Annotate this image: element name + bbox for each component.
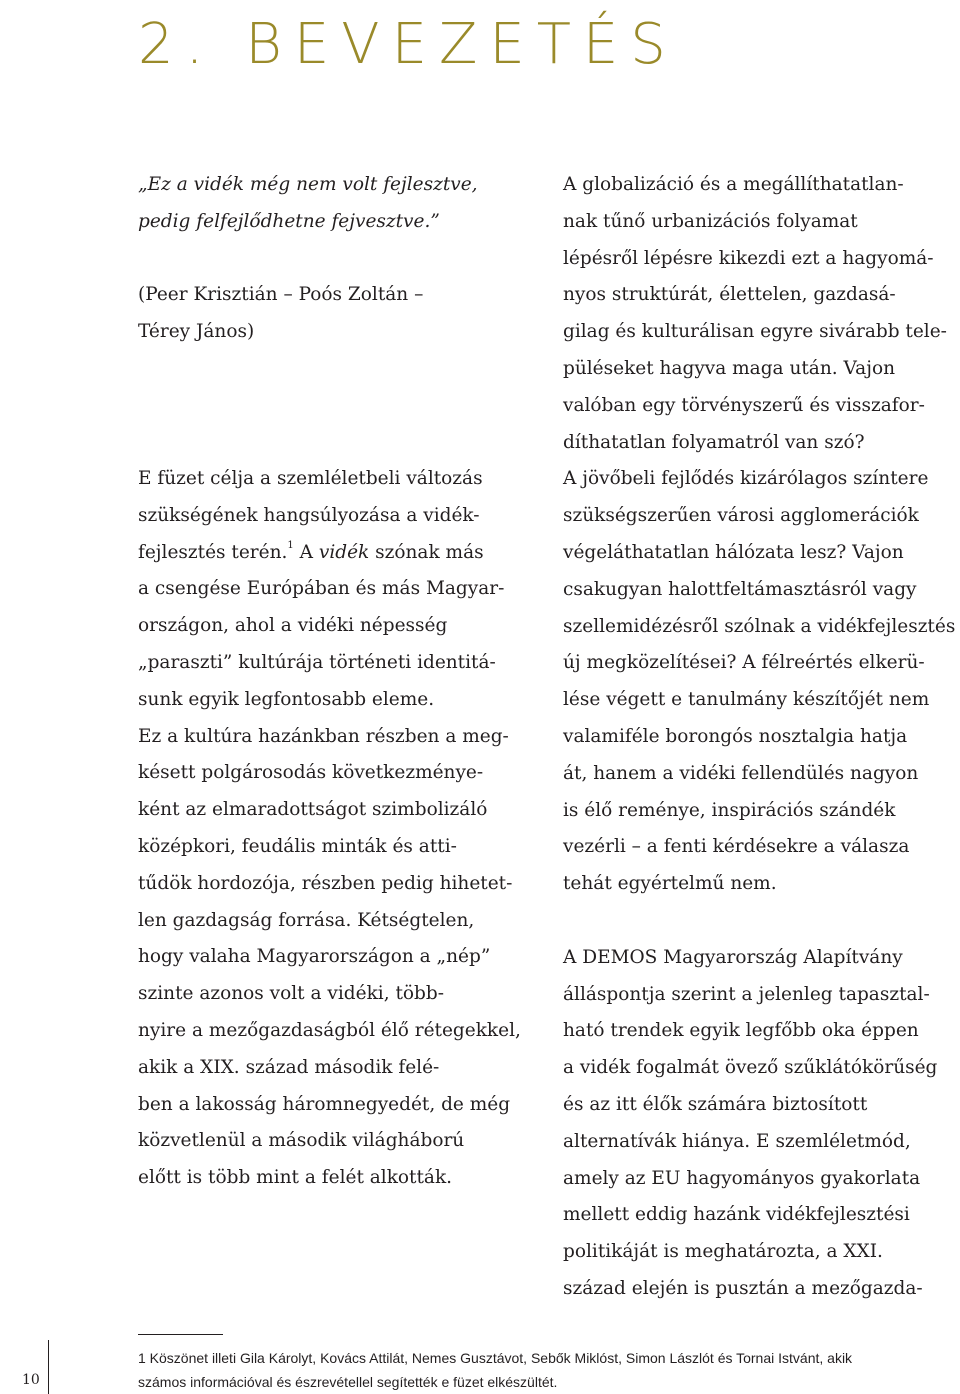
footnote-divider <box>138 1334 223 1335</box>
text-line: késett polgárosodás következménye- <box>138 762 484 784</box>
page-number-rule <box>48 1340 49 1394</box>
text-line: ként az elmaradottságot szimbolizáló <box>138 799 488 821</box>
text-line: A globalizáció és a megállíthatatlan- <box>563 174 904 195</box>
text-fragment: szónak más <box>369 541 484 563</box>
text-line: len gazdagság forrása. Kétségtelen, <box>138 909 475 931</box>
text-line: gilag és kulturálisan egyre sivárabb tele- <box>563 321 947 343</box>
text-line <box>138 535 533 572</box>
text-line: alternatívák hiánya. E szemléletmód, <box>563 1130 911 1152</box>
text-line: előtt is több mint a felét alkották. <box>138 1167 453 1189</box>
text-line: valóban egy törvényszerű és visszafor- <box>563 394 925 416</box>
text-line: díthatatlan folyamatról van szó? <box>563 431 865 453</box>
paragraph-lines <box>138 571 533 1197</box>
text-line: szinte azonos volt a vidéki, több- <box>138 983 444 1005</box>
text-line: sunk egyik legfontosabb eleme. <box>138 688 435 710</box>
text-line: ben a lakosság háromnegyedét, de még <box>138 1093 511 1115</box>
text-line: vezérli – a fenti kérdésekre a válasza <box>563 836 910 858</box>
text-line: szellemidézésről szólnak a vidékfejlesztés <box>563 615 956 637</box>
text-line: nak tűnő urbanizációs folyamat <box>563 210 858 232</box>
text-line: A jövőbeli fejlődés kizárólagos színtere <box>563 468 929 490</box>
text-line: E füzet célja a szemléletbeli változás <box>138 467 483 489</box>
text-line: tehát egyértelmű nem. <box>563 873 777 895</box>
text-line: mellett eddig hazánk vidékfejlesztési <box>563 1204 910 1226</box>
footnote-reference[interactable]: 1 <box>287 540 294 552</box>
motto-line: pedig felfejlődhetne fejvesztve.” <box>138 210 440 232</box>
text-line: és az itt élők számára biztosított <box>563 1093 868 1115</box>
text-line: lépésről lépésre kikezdi ezt a hagyomá- <box>563 247 934 269</box>
footnote-line: 1 Köszönet illeti Gila Károlyt, Kovács Attilát, Nemes Gusztávot, Sebők Miklóst, Simon Lászlót és Tornai Istvánt, akik <box>138 1350 853 1366</box>
text-line: valamiféle borongós nosztalgia hatja <box>563 725 908 747</box>
paragraph-globalization <box>563 167 958 903</box>
text-line: ható trendek egyik legfőbb oka éppen <box>563 1020 919 1042</box>
text-line: a csengése Európában és más Magyar- <box>138 578 505 600</box>
motto-line: „Ez a vidék még nem volt fejlesztve, <box>138 174 478 195</box>
text-line: nyos struktúrát, élettelen, gazdasá- <box>563 284 896 306</box>
right-column <box>563 167 958 1308</box>
text-line: nyire a mezőgazdaságból élő rétegekkel, <box>138 1019 521 1041</box>
motto-attribution: Térey János) <box>138 321 255 343</box>
text-line: püléseket hagyva maga után. Vajon <box>563 357 895 379</box>
italic-word: vidék <box>318 541 370 563</box>
chapter-title: 2. BEVEZETÉS <box>138 12 678 77</box>
page-number: 10 <box>22 1372 40 1388</box>
text-line: új megközelítései? A félreértés elkerü- <box>563 652 925 674</box>
text-line: át, hanem a vidéki fellendülés nagyon <box>563 762 919 784</box>
text-line: országon, ahol a vidéki népesség <box>138 615 448 637</box>
text-line: tűdök hordozója, részben pedig hihetet- <box>138 872 513 894</box>
text-line: politikáját is meghatározta, a XXI. <box>563 1241 883 1263</box>
text-line: szükségének hangsúlyozása a vidék- <box>138 504 480 526</box>
text-line: hogy valaha Magyarországon a „nép” <box>138 946 491 968</box>
footnote <box>138 1346 938 1394</box>
text-line: Ez a kultúra hazánkban részben a meg- <box>138 725 509 747</box>
left-column <box>138 167 533 1197</box>
text-line: csakugyan halottfeltámasztásról vagy <box>563 578 917 600</box>
text-line: század elején is pusztán a mezőgazda- <box>563 1277 923 1299</box>
text-fragment: A <box>293 541 319 563</box>
text-line: amely az EU hagyományos gyakorlata <box>563 1167 921 1189</box>
text-line: közvetlenül a második világháború <box>138 1130 465 1152</box>
footnote-line: számos információval és észrevétellel segítették e füzet elkészültét. <box>138 1374 558 1390</box>
intro-paragraph <box>138 461 533 1197</box>
text-line: szükségszerűen városi agglomerációk <box>563 505 919 527</box>
text-line: A DEMOS Magyarország Alapítvány <box>563 946 903 968</box>
text-line: középkori, feudális minták és atti- <box>138 835 457 857</box>
text-line: álláspontja szerint a jelenleg tapasztal- <box>563 983 930 1005</box>
text-line: lése végett e tanulmány készítőjét nem <box>563 689 930 711</box>
text-line: „paraszti” kultúrája történeti identitá- <box>138 651 496 673</box>
text-line: is élő reménye, inspirációs szándék <box>563 799 896 821</box>
paragraph-demos <box>563 940 958 1308</box>
text-line: végeláthatatlan hálózata lesz? Vajon <box>563 541 904 563</box>
text-line: a vidék fogalmát övező szűklátókörűség <box>563 1057 938 1079</box>
text-fragment: fejlesztés terén. <box>138 541 288 563</box>
motto-attribution: (Peer Krisztián – Poós Zoltán – <box>138 284 424 306</box>
text-line: akik a XIX. század második felé- <box>138 1056 440 1078</box>
